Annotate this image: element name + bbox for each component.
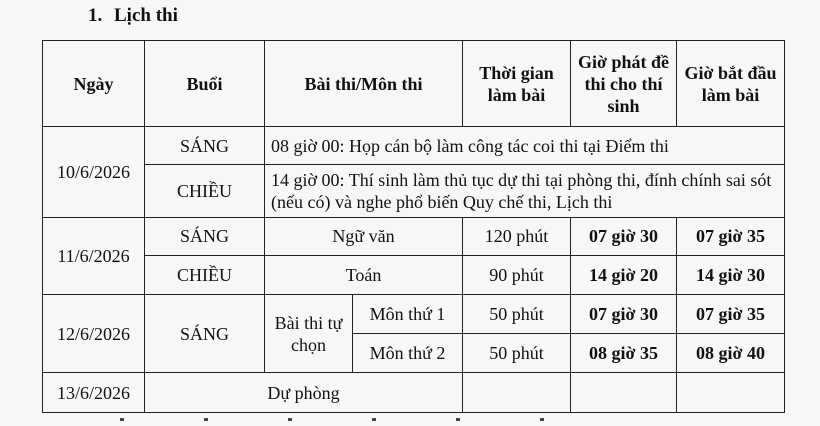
- session-cell: CHIỀU: [145, 256, 265, 295]
- table-row: [43, 256, 785, 295]
- note-cell: 14 giờ 00: Thí sinh làm thủ tục dự thi tại phòng thi, đính chính sai sót (nếu có) và nghe phổ biến Quy chế thi, Lịch thi: [265, 164, 785, 217]
- duration-cell: 120 phút: [463, 217, 571, 256]
- duration-cell: 50 phút: [463, 334, 571, 373]
- session-cell: SÁNG: [145, 295, 265, 373]
- empty-cell: [677, 373, 785, 413]
- session-cell: SÁNG: [145, 127, 265, 165]
- exam-schedule-table: [42, 40, 785, 413]
- subject-cell: Ngữ văn: [265, 217, 463, 256]
- table-row: [43, 217, 785, 256]
- distribute-time-cell: 07 giờ 30: [571, 217, 677, 256]
- subject-cell: Môn thứ 1: [353, 295, 463, 334]
- subject-cell: Môn thứ 2: [353, 334, 463, 373]
- note-cell: 08 giờ 00: Họp cán bộ làm công tác coi thi tại Điểm thi: [265, 127, 785, 165]
- date-cell: 13/6/2026: [43, 373, 145, 413]
- elective-group-cell: Bài thi tự chọn: [265, 295, 353, 373]
- date-cell: 11/6/2026: [43, 217, 145, 295]
- start-time-cell: 14 giờ 30: [677, 256, 785, 295]
- session-cell: CHIỀU: [145, 164, 265, 217]
- duration-cell: 90 phút: [463, 256, 571, 295]
- table-row: [43, 127, 785, 165]
- header-row: [43, 41, 785, 127]
- section-title: Lịch thi: [114, 5, 178, 26]
- empty-cell: [571, 373, 677, 413]
- start-time-cell: 07 giờ 35: [677, 295, 785, 334]
- section-heading: [88, 2, 178, 30]
- empty-cell: [463, 373, 571, 413]
- distribute-time-cell: 07 giờ 30: [571, 295, 677, 334]
- table-row: [43, 164, 785, 217]
- date-cell: 12/6/2026: [43, 295, 145, 373]
- start-time-cell: 07 giờ 35: [677, 217, 785, 256]
- header-duration: Thời gian làm bài: [463, 41, 571, 127]
- date-cell: 10/6/2026: [43, 127, 145, 217]
- subject-cell: Dự phòng: [145, 373, 463, 413]
- header-start-time: Giờ bắt đầu làm bài: [677, 41, 785, 127]
- distribute-time-cell: 14 giờ 20: [571, 256, 677, 295]
- section-number: 1.: [88, 5, 103, 26]
- header-distribute-time: Giờ phát đề thi cho thí sinh: [571, 41, 677, 127]
- subject-cell: Toán: [265, 256, 463, 295]
- start-time-cell: 08 giờ 40: [677, 334, 785, 373]
- header-session: Buổi: [145, 41, 265, 127]
- header-subject: Bài thi/Môn thi: [265, 41, 463, 127]
- cut-off-text-fragment: [120, 418, 680, 426]
- table-row: [43, 373, 785, 413]
- table-row: [43, 295, 785, 334]
- header-day: Ngày: [43, 41, 145, 127]
- distribute-time-cell: 08 giờ 35: [571, 334, 677, 373]
- session-cell: SÁNG: [145, 217, 265, 256]
- duration-cell: 50 phút: [463, 295, 571, 334]
